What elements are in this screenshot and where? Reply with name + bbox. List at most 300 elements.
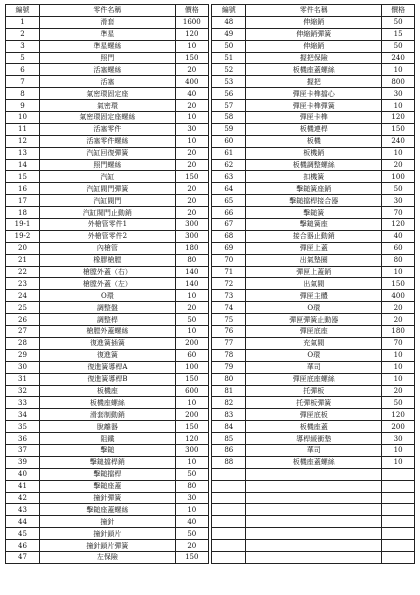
right-part-name: 板機座蓋 — [246, 421, 382, 433]
right-part-id: 49 — [212, 28, 246, 40]
left-part-name: 擊鎚擋桿 — [39, 468, 175, 480]
right-part-price: 50 — [382, 397, 415, 409]
left-part-id: 31 — [6, 373, 40, 385]
left-part-id: 28 — [6, 337, 40, 349]
left-part-price: 20 — [175, 207, 208, 219]
left-part-price: 200 — [175, 337, 208, 349]
left-part-name: 撞針鎖片 — [39, 528, 175, 540]
header-name-right: 零件名稱 — [246, 5, 382, 17]
left-part-name: 撞針彈簧 — [39, 492, 175, 504]
table-row — [6, 88, 415, 100]
left-part-id: 19-2 — [6, 230, 40, 242]
right-part-id: 51 — [212, 52, 246, 64]
table-row — [6, 456, 415, 468]
left-part-name: 復進簧導桿B — [39, 373, 175, 385]
left-part-name: 汽缸回復彈簧 — [39, 147, 175, 159]
left-part-price: 300 — [175, 219, 208, 231]
right-part-name: 板機銷 — [246, 147, 382, 159]
right-part-id: 83 — [212, 409, 246, 421]
table-row — [6, 551, 415, 563]
right-part-id: 70 — [212, 254, 246, 266]
left-part-name: 槍膛外蓋螺絲 — [39, 326, 175, 338]
right-part-price — [382, 516, 415, 528]
right-part-price — [382, 504, 415, 516]
right-part-id: 68 — [212, 230, 246, 242]
left-part-price: 120 — [175, 433, 208, 445]
right-part-name: 彈匣卡榫彈簧 — [246, 100, 382, 112]
right-part-price: 240 — [382, 52, 415, 64]
table-row — [6, 385, 415, 397]
left-part-id: 9 — [6, 100, 40, 112]
right-part-id: 53 — [212, 76, 246, 88]
left-part-name: 調整盤 — [39, 302, 175, 314]
right-part-name: 華司 — [246, 444, 382, 456]
left-part-id: 17 — [6, 195, 40, 207]
right-part-name — [246, 540, 382, 552]
left-part-name: 內槍管 — [39, 242, 175, 254]
left-part-name: 汽缸閥門止動銷 — [39, 207, 175, 219]
parts-price-table — [5, 4, 415, 564]
left-part-price: 120 — [175, 28, 208, 40]
left-part-id: 34 — [6, 409, 40, 421]
right-part-price: 10 — [382, 373, 415, 385]
right-part-id: 67 — [212, 219, 246, 231]
left-part-name: 板機座 — [39, 385, 175, 397]
table-row — [6, 112, 415, 124]
left-part-name: 外槍管零件1 — [39, 219, 175, 231]
left-part-id: 11 — [6, 123, 40, 135]
right-part-id — [212, 516, 246, 528]
table-row — [6, 266, 415, 278]
right-part-name: 托彈板 — [246, 385, 382, 397]
right-part-id: 60 — [212, 135, 246, 147]
right-part-price: 10 — [382, 100, 415, 112]
left-part-price: 300 — [175, 230, 208, 242]
left-part-id: 18 — [6, 207, 40, 219]
right-part-id — [212, 480, 246, 492]
left-part-id: 27 — [6, 326, 40, 338]
left-part-id: 6 — [6, 64, 40, 76]
right-part-id: 48 — [212, 16, 246, 28]
left-part-price: 10 — [175, 135, 208, 147]
table-row — [6, 52, 415, 64]
right-part-price: 10 — [382, 456, 415, 468]
left-part-price: 200 — [175, 409, 208, 421]
left-part-price: 140 — [175, 278, 208, 290]
left-part-name: 汽缸 — [39, 171, 175, 183]
right-part-name: 板機座蓋螺絲 — [246, 456, 382, 468]
right-part-id: 86 — [212, 444, 246, 456]
right-part-name: 彈匣卡榫擋心 — [246, 88, 382, 100]
left-part-price: 150 — [175, 551, 208, 563]
left-part-name: 滑套制動銷 — [39, 409, 175, 421]
right-part-id: 62 — [212, 159, 246, 171]
left-part-price: 20 — [175, 159, 208, 171]
right-part-price: 200 — [382, 421, 415, 433]
left-part-id: 1 — [6, 16, 40, 28]
right-part-id: 52 — [212, 64, 246, 76]
right-part-id: 71 — [212, 266, 246, 278]
right-part-price: 30 — [382, 88, 415, 100]
right-part-id: 69 — [212, 242, 246, 254]
right-part-price: 50 — [382, 40, 415, 52]
right-part-name: 板機連桿 — [246, 123, 382, 135]
right-part-price: 10 — [382, 266, 415, 278]
left-part-id: 14 — [6, 159, 40, 171]
left-part-name: O環 — [39, 290, 175, 302]
left-part-id: 45 — [6, 528, 40, 540]
right-part-id: 56 — [212, 88, 246, 100]
table-body — [6, 16, 415, 563]
left-part-price: 30 — [175, 123, 208, 135]
left-part-price: 20 — [175, 100, 208, 112]
left-part-price: 180 — [175, 242, 208, 254]
table-row — [6, 337, 415, 349]
table-row — [6, 326, 415, 338]
table-row — [6, 409, 415, 421]
left-part-price: 10 — [175, 112, 208, 124]
right-part-name: 彈匣上蓋 — [246, 242, 382, 254]
table-row — [6, 314, 415, 326]
right-part-price: 10 — [382, 444, 415, 456]
right-part-price: 30 — [382, 433, 415, 445]
left-part-price: 20 — [175, 183, 208, 195]
right-part-name — [246, 528, 382, 540]
right-part-name: 彈匣底板 — [246, 409, 382, 421]
left-part-id: 36 — [6, 433, 40, 445]
left-part-id: 7 — [6, 76, 40, 88]
table-row — [6, 468, 415, 480]
right-part-name: 彈匣底座 — [246, 326, 382, 338]
left-part-id: 3 — [6, 40, 40, 52]
left-part-id: 12 — [6, 135, 40, 147]
table-row — [6, 278, 415, 290]
left-part-name: 脫離器 — [39, 421, 175, 433]
right-part-price — [382, 492, 415, 504]
left-part-name: 外槍管零件2 — [39, 230, 175, 242]
table-row — [6, 207, 415, 219]
right-part-price: 240 — [382, 135, 415, 147]
right-part-name: 充氣閥 — [246, 337, 382, 349]
left-part-id: 2 — [6, 28, 40, 40]
table-row — [6, 230, 415, 242]
left-part-id: 46 — [6, 540, 40, 552]
right-part-name: 擊鎚擋桿接合器 — [246, 195, 382, 207]
right-part-price: 10 — [382, 64, 415, 76]
left-part-name: 撞針鎖片彈簧 — [39, 540, 175, 552]
table-row — [6, 242, 415, 254]
left-part-name: 汽缸閥門 — [39, 195, 175, 207]
left-part-price: 60 — [175, 349, 208, 361]
left-part-price: 20 — [175, 540, 208, 552]
left-part-name: 橡膠槍膛 — [39, 254, 175, 266]
table-row — [6, 492, 415, 504]
left-part-id: 42 — [6, 492, 40, 504]
right-part-id: 85 — [212, 433, 246, 445]
left-part-name: 活塞螺絲 — [39, 64, 175, 76]
left-part-name: 氣密環固定座 — [39, 88, 175, 100]
table-row — [6, 135, 415, 147]
right-part-name: 握把保險 — [246, 52, 382, 64]
right-part-id — [212, 528, 246, 540]
table-row — [6, 397, 415, 409]
left-part-name: 復進簧 — [39, 349, 175, 361]
right-part-price — [382, 540, 415, 552]
left-part-name: 板機座螺絲 — [39, 397, 175, 409]
table-row — [6, 361, 415, 373]
left-part-price: 20 — [175, 195, 208, 207]
left-part-price: 10 — [175, 397, 208, 409]
table-row — [6, 64, 415, 76]
right-part-name: 彈匣上蓋銷 — [246, 266, 382, 278]
right-part-name: 握把 — [246, 76, 382, 88]
right-part-price: 10 — [382, 147, 415, 159]
left-part-price: 50 — [175, 468, 208, 480]
table-row — [6, 76, 415, 88]
right-part-price: 10 — [382, 361, 415, 373]
right-part-id: 77 — [212, 337, 246, 349]
right-part-id: 78 — [212, 349, 246, 361]
right-part-name: 扣機簧 — [246, 171, 382, 183]
left-part-price: 20 — [175, 302, 208, 314]
right-part-price: 120 — [382, 112, 415, 124]
right-part-price — [382, 528, 415, 540]
right-part-price — [382, 551, 415, 563]
right-part-price: 70 — [382, 207, 415, 219]
left-part-name: 復進簧插簧 — [39, 337, 175, 349]
right-part-name — [246, 480, 382, 492]
right-part-name: O環 — [246, 302, 382, 314]
table-row — [6, 373, 415, 385]
table-row — [6, 302, 415, 314]
table-row — [6, 159, 415, 171]
left-part-price: 40 — [175, 88, 208, 100]
left-part-id: 5 — [6, 52, 40, 64]
right-part-id — [212, 492, 246, 504]
left-part-id: 37 — [6, 444, 40, 456]
table-row — [6, 254, 415, 266]
right-part-id: 76 — [212, 326, 246, 338]
right-part-name: 板機 — [246, 135, 382, 147]
right-part-name: 伸縮銷彈簧 — [246, 28, 382, 40]
left-part-id: 41 — [6, 480, 40, 492]
left-part-id: 15 — [6, 171, 40, 183]
right-part-id: 50 — [212, 40, 246, 52]
right-part-name: 伸縮銷 — [246, 16, 382, 28]
left-part-name: 氣密環固定座螺絲 — [39, 112, 175, 124]
table-row — [6, 28, 415, 40]
right-part-id: 73 — [212, 290, 246, 302]
left-part-id: 22 — [6, 266, 40, 278]
right-part-name: 出氣墊圈 — [246, 254, 382, 266]
table-row — [6, 421, 415, 433]
right-part-name — [246, 468, 382, 480]
left-part-id: 39 — [6, 456, 40, 468]
table-row — [6, 40, 415, 52]
right-part-id: 61 — [212, 147, 246, 159]
right-part-price: 150 — [382, 123, 415, 135]
left-part-price: 150 — [175, 52, 208, 64]
right-part-id: 81 — [212, 385, 246, 397]
right-part-id: 75 — [212, 314, 246, 326]
left-part-price: 30 — [175, 492, 208, 504]
right-part-id — [212, 468, 246, 480]
right-part-price: 30 — [382, 195, 415, 207]
right-part-name: 華司 — [246, 361, 382, 373]
left-part-name: 照門 — [39, 52, 175, 64]
left-part-id: 26 — [6, 314, 40, 326]
right-part-id: 72 — [212, 278, 246, 290]
table-row — [6, 516, 415, 528]
table-row — [6, 540, 415, 552]
left-part-name: 左保險 — [39, 551, 175, 563]
right-part-id: 57 — [212, 100, 246, 112]
right-part-id: 82 — [212, 397, 246, 409]
table-row — [6, 183, 415, 195]
left-part-name: 滑套 — [39, 16, 175, 28]
left-part-price: 1600 — [175, 16, 208, 28]
right-part-name: 托彈板彈簧 — [246, 397, 382, 409]
right-part-id: 65 — [212, 195, 246, 207]
left-part-price: 10 — [175, 40, 208, 52]
header-id-left: 編號 — [6, 5, 40, 17]
right-part-price: 50 — [382, 183, 415, 195]
right-part-price: 150 — [382, 278, 415, 290]
right-part-price: 400 — [382, 290, 415, 302]
left-part-name: 阻鐵 — [39, 433, 175, 445]
table-row — [6, 100, 415, 112]
left-part-id: 44 — [6, 516, 40, 528]
right-part-name: 出氣閥 — [246, 278, 382, 290]
table-row — [6, 444, 415, 456]
right-part-price — [382, 480, 415, 492]
left-part-id: 24 — [6, 290, 40, 302]
right-part-price: 120 — [382, 409, 415, 421]
left-part-id: 30 — [6, 361, 40, 373]
left-part-name: 準星螺絲 — [39, 40, 175, 52]
right-part-id: 79 — [212, 361, 246, 373]
left-part-id: 35 — [6, 421, 40, 433]
right-part-price: 15 — [382, 28, 415, 40]
left-part-name: 擊鎚座蓋螺絲 — [39, 504, 175, 516]
header-price-left: 價格 — [175, 5, 208, 17]
right-part-id: 80 — [212, 373, 246, 385]
right-part-id: 64 — [212, 183, 246, 195]
left-part-name: 氣密環 — [39, 100, 175, 112]
left-part-id: 23 — [6, 278, 40, 290]
table-row — [6, 433, 415, 445]
right-part-name: 擊鎚簧座 — [246, 219, 382, 231]
header-price-right: 價格 — [382, 5, 415, 17]
left-part-price: 140 — [175, 266, 208, 278]
left-part-id: 21 — [6, 254, 40, 266]
left-part-price: 400 — [175, 76, 208, 88]
right-part-name: 伸縮銷 — [246, 40, 382, 52]
left-part-price: 20 — [175, 147, 208, 159]
left-part-name: 照門螺絲 — [39, 159, 175, 171]
left-part-price: 300 — [175, 444, 208, 456]
left-part-price: 100 — [175, 361, 208, 373]
right-part-price: 20 — [382, 385, 415, 397]
right-part-id: 58 — [212, 112, 246, 124]
right-part-name: 彈匣主體 — [246, 290, 382, 302]
left-part-id: 10 — [6, 112, 40, 124]
left-part-name: 活塞 — [39, 76, 175, 88]
left-part-price: 600 — [175, 385, 208, 397]
header-row — [6, 5, 415, 17]
left-part-price: 40 — [175, 516, 208, 528]
table-row — [6, 147, 415, 159]
table-row — [6, 219, 415, 231]
left-part-name: 擊鎚 — [39, 444, 175, 456]
left-part-price: 150 — [175, 421, 208, 433]
right-part-price: 100 — [382, 171, 415, 183]
left-part-id: 32 — [6, 385, 40, 397]
right-part-price — [382, 468, 415, 480]
left-part-price: 150 — [175, 373, 208, 385]
right-part-price: 800 — [382, 76, 415, 88]
right-part-price: 70 — [382, 337, 415, 349]
left-part-id: 43 — [6, 504, 40, 516]
right-part-id: 66 — [212, 207, 246, 219]
right-part-name: 接合器止動銷 — [246, 230, 382, 242]
left-part-id: 33 — [6, 397, 40, 409]
left-part-name: 擊鎚擋桿銷 — [39, 456, 175, 468]
right-part-name: 板機調整螺絲 — [246, 159, 382, 171]
left-part-price: 10 — [175, 456, 208, 468]
right-part-id — [212, 504, 246, 516]
left-part-id: 47 — [6, 551, 40, 563]
right-part-name — [246, 504, 382, 516]
table-row — [6, 16, 415, 28]
left-part-name: 擊鎚座蓋 — [39, 480, 175, 492]
right-part-price: 120 — [382, 219, 415, 231]
left-part-name: 槍膛外蓋（左） — [39, 278, 175, 290]
left-part-id: 19-1 — [6, 219, 40, 231]
right-part-id: 74 — [212, 302, 246, 314]
right-part-price: 20 — [382, 314, 415, 326]
right-part-name: 彈匣卡榫 — [246, 112, 382, 124]
right-part-price: 50 — [382, 16, 415, 28]
left-part-name: 活塞零件螺絲 — [39, 135, 175, 147]
right-part-name: 彈匣彈簧止動器 — [246, 314, 382, 326]
right-part-id: 84 — [212, 421, 246, 433]
left-part-price: 10 — [175, 290, 208, 302]
right-part-name — [246, 551, 382, 563]
left-part-id: 8 — [6, 88, 40, 100]
right-part-name: 板機座蓋螺絲 — [246, 64, 382, 76]
table-row — [6, 171, 415, 183]
right-part-id — [212, 551, 246, 563]
left-part-price: 150 — [175, 171, 208, 183]
left-part-name: 槍膛外蓋（右） — [39, 266, 175, 278]
right-part-price: 60 — [382, 242, 415, 254]
right-part-id — [212, 540, 246, 552]
left-part-price: 10 — [175, 504, 208, 516]
table-row — [6, 528, 415, 540]
left-part-name: 汽缸閥門彈簧 — [39, 183, 175, 195]
left-part-name: 復進簧導桿A — [39, 361, 175, 373]
table-row — [6, 195, 415, 207]
left-part-id: 16 — [6, 183, 40, 195]
right-part-price: 180 — [382, 326, 415, 338]
right-part-price: 20 — [382, 159, 415, 171]
left-part-id: 20 — [6, 242, 40, 254]
header-id-right: 編號 — [212, 5, 246, 17]
left-part-id: 40 — [6, 468, 40, 480]
left-part-name: 撞針 — [39, 516, 175, 528]
left-part-name: 準星 — [39, 28, 175, 40]
